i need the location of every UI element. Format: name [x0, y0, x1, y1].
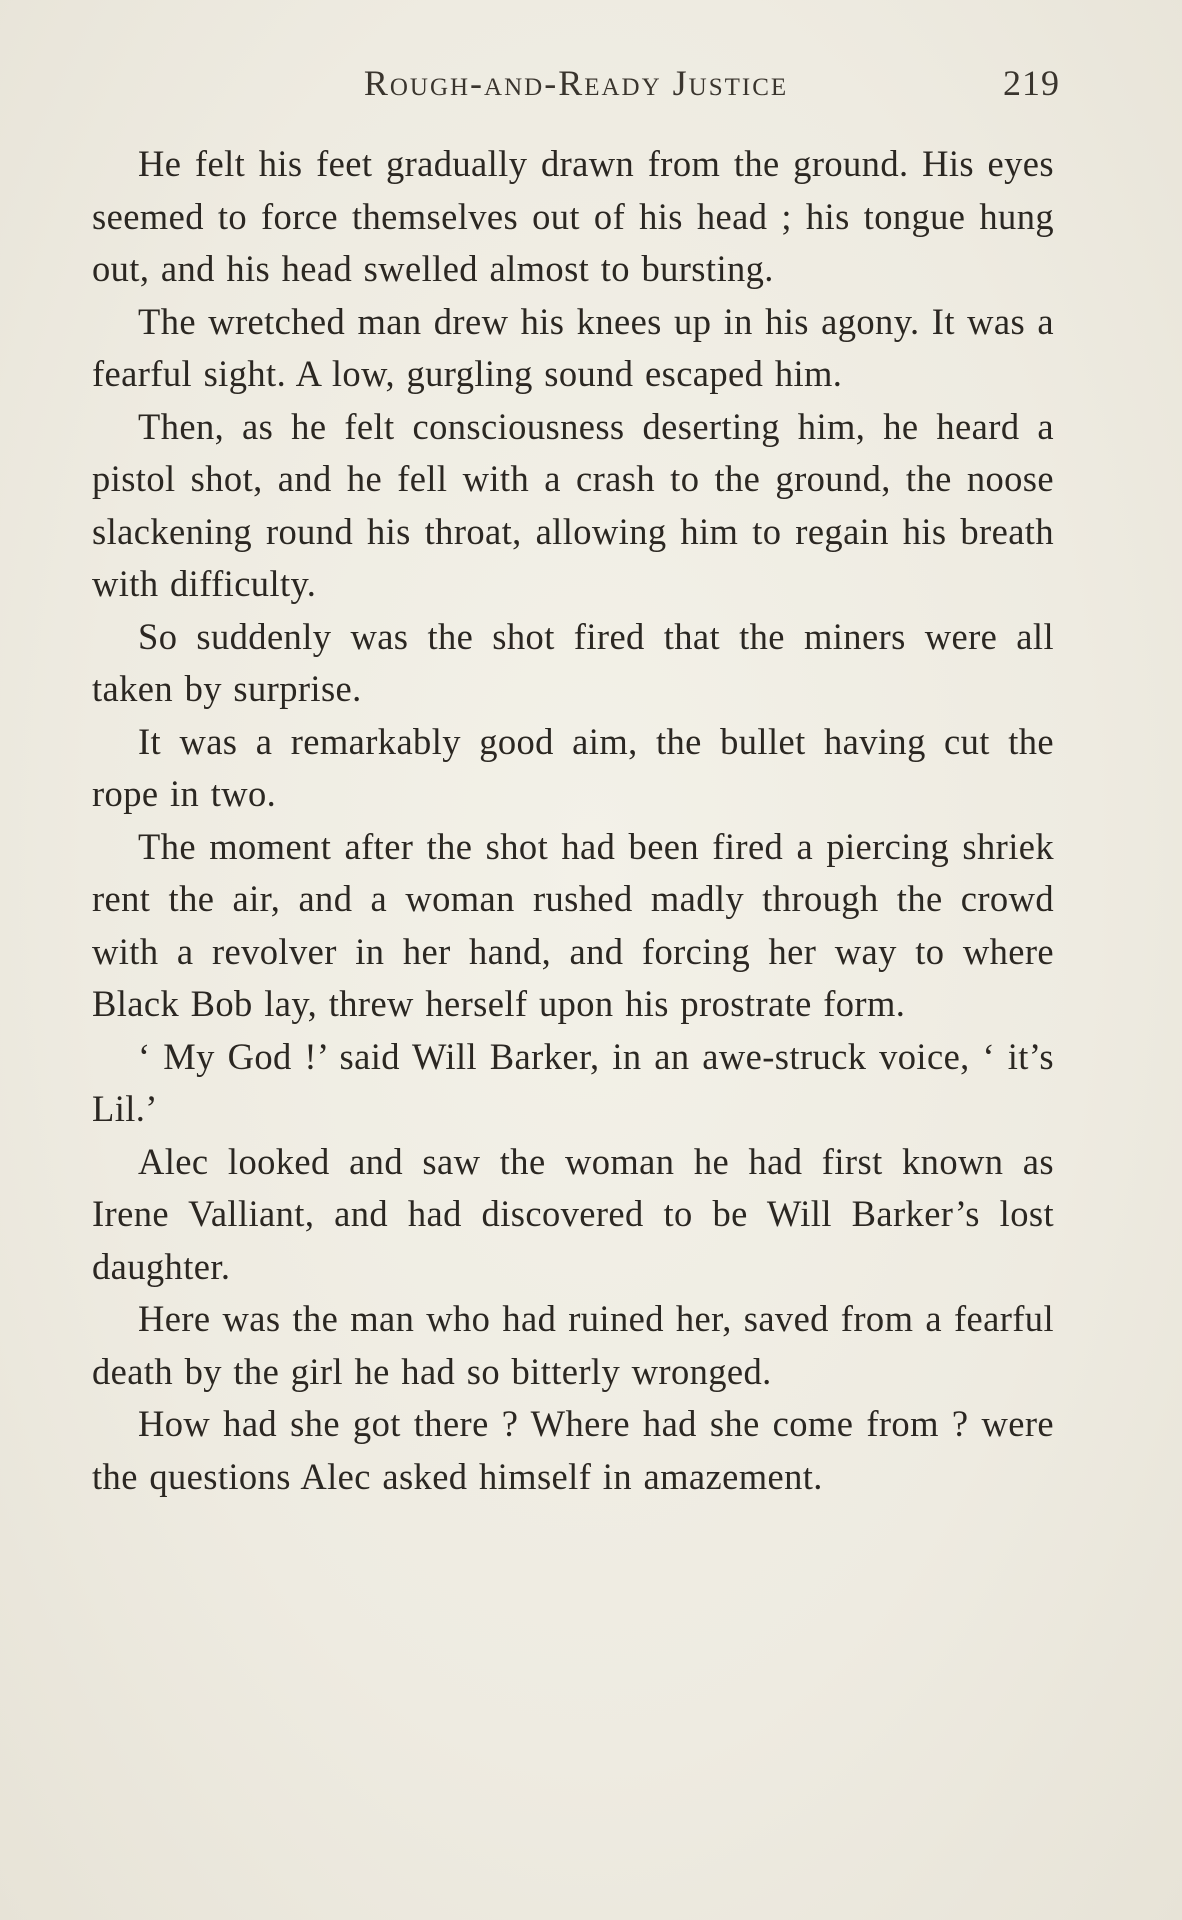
paragraph: How had she got there ? Where had she come from ? were the questions Alec asked himself in amazement. [92, 1403, 1054, 1497]
paragraph: ‘ My God !’ said Will Barker, in an awe-struck voice, ‘ it’s Lil.’ [92, 1035, 1054, 1129]
paragraph: The wretched man drew his knees up in his agony. It was a fearful sight. A low, gurgling sound escaped him. [92, 300, 1054, 394]
page-header [92, 62, 1060, 114]
page-number: 219 [1003, 63, 1060, 103]
paragraph: So suddenly was the shot fired that the miners were all taken by surprise. [92, 615, 1054, 709]
paragraph: Then, as he felt consciousness deserting him, he heard a pistol shot, and he fell with a crash to the ground, the noose slackening round his throat, allowing him to regain his breath with difficulty. [92, 405, 1054, 604]
paragraph: Alec looked and saw the woman he had first known as Irene Valliant, and had discovered to be Will Barker’s lost daughter. [92, 1140, 1054, 1287]
body-text [92, 138, 1054, 1503]
paragraph: Here was the man who had ruined her, saved from a fearful death by the girl he had so bitterly wronged. [92, 1298, 1054, 1392]
running-head-title: Rough-and-Ready Justice [363, 63, 789, 103]
paragraph: He felt his feet gradually drawn from the ground. His eyes seemed to force themselves out of his head ; his tongue hung out, and his head swelled almost to bursting. [92, 143, 1054, 289]
paragraph: The moment after the shot had been fired a piercing shriek rent the air, and a woman rushed madly through the crowd with a revolver in her hand, and forcing her way to where Black Bob lay, threw herself upon his prostrate form. [92, 825, 1054, 1024]
paragraph: It was a remarkably good aim, the bullet having cut the rope in two. [92, 720, 1054, 814]
